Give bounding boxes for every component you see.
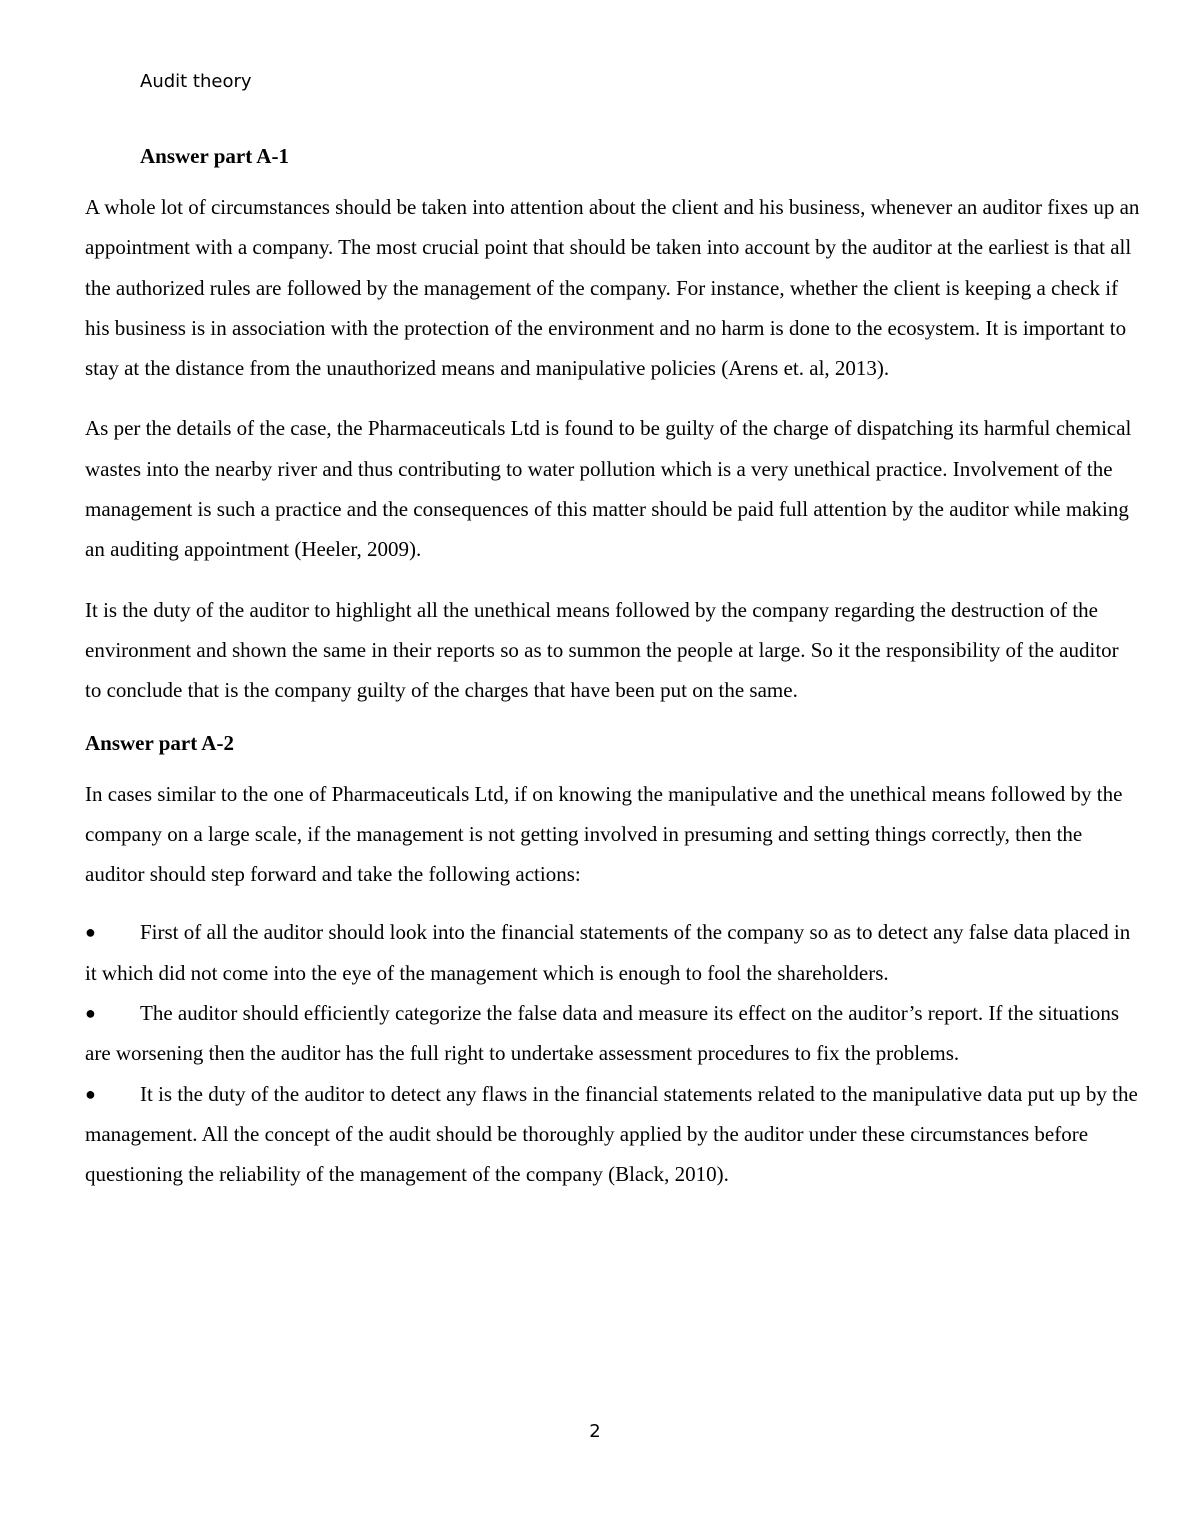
list-item-text: It is the duty of the auditor to detect any flaws in the financial statements related to the manipulative data put up by the management. All the concept of the audit should be thoroughly applied by the auditor under these circumstances before questioning the reliability of the management of the company (Black, 2010). [85, 1081, 1138, 1187]
body-paragraph: A whole lot of circumstances should be taken into attention about the client and his business, whenever an auditor fixes up an appointment with a company. The most crucial point that should be taken into account by the auditor at the earliest is that all the authorized rules are followed by the management of the company. For instance, whether the client is keeping a check if his business is in association with the protection of the environment and no harm is done to the ecosystem. It is important to stay at the distance from the unauthorized means and manipulative policies (Arens et. al, 2013). [85, 195, 1140, 381]
body-paragraph: It is the duty of the auditor to highlight all the unethical means followed by the company regarding the destruction of the environment and shown the same in their reports so as to summon the people at large. So it the responsibility of the auditor to conclude that is the company guilty of the charges that have been put on the same. [85, 597, 1119, 703]
body-paragraph: As per the details of the case, the Pharmaceuticals Ltd is found to be guilty of the charge of dispatching its harmful chemical wastes into the nearby river and thus contributing to water pollution which is a very unethical practice. Involvement of the management is such a practice and the consequences of this matter should be paid full attention by the auditor while making an auditing appointment (Heeler, 2009). [85, 416, 1132, 562]
list-item [85, 993, 1140, 1074]
list-item [85, 1074, 1140, 1195]
body-paragraph: In cases similar to the one of Pharmaceuticals Ltd, if on knowing the manipulative and the unethical means followed by the company on a large scale, if the management is not getting involved in presuming and setting things correctly, then the auditor should step forward and take the following actions: [85, 781, 1123, 887]
bullet-icon: ● [85, 922, 96, 943]
section-heading-a2: Answer part A-2 [85, 730, 234, 755]
list-item-text: The auditor should efficiently categorize the false data and measure its effect on the auditor’s report. If the situations are worsening then the auditor has the full right to undertake assessment procedures to fix the problems. [85, 1001, 1120, 1066]
running-header: Audit theory [140, 71, 252, 92]
bullet-icon: ● [85, 1083, 96, 1104]
page-number: 2 [589, 1421, 601, 1442]
page-content [85, 136, 1140, 1195]
list-item-text: First of all the auditor should look into the financial statements of the company so as to detect any false data placed in it which did not come into the eye of the management which is enough to fool the shareholders. [85, 920, 1131, 985]
action-list [85, 912, 1140, 1194]
list-item [85, 912, 1140, 993]
section-heading-a1: Answer part A-1 [140, 144, 289, 168]
bullet-icon: ● [85, 1003, 96, 1024]
